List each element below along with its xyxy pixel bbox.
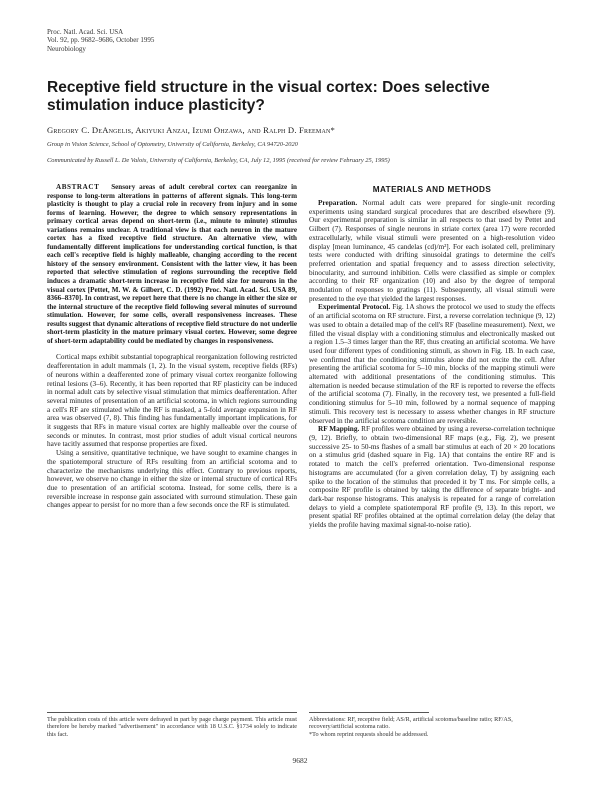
journal-section: Neurobiology <box>47 44 86 53</box>
page-number: 9682 <box>292 756 308 765</box>
footnote-rule <box>309 712 429 713</box>
intro-paragraph-2: Using a sensitive, quantitative technique, we have sought to examine changes in the spatiotemporal structure of RFs resulting from an artificial scotoma and to characterize the mechanisms underlying this effect. Contrary to previous reports, however, we observe no change in either the size or internal structure of cortical RFs due to presentation of an artificial scotoma. Instead, for some cells, there is a reversible increase in response gain associated with surround stimulation. These gain changes appear to persist for no more than a few seconds once the RF is stimulated. <box>47 449 297 510</box>
run-in-heading: Experimental Protocol. <box>318 303 391 312</box>
journal-header <box>47 28 154 53</box>
abbreviations-footnote <box>309 716 555 738</box>
methods-paragraph-rf-mapping <box>309 425 555 529</box>
run-in-heading: RF Mapping. <box>318 425 360 434</box>
abstract-text: Sensory areas of adult cerebral cortex can reorganize in response to long-term alterations in patterns of afferent signals. This long-term plasticity is thought to play a crucial role in recovery from injury and in some forms of learning. However, the degree to which sensory representations in primary cortical areas depend on short-term (i.e., minute to minute) stimulus variations remains unclear. A traditional view is that each neuron in the mature cortex has a fixed receptive field structure. An alternative view, with fundamentally different implications for understanding cortical function, is that each cell's receptive field is highly malleable, changing according to the recent history of the sensory environment. Consistent with the latter view, it has been reported that selective stimulation of regions surrounding the receptive field induces a dramatic short-term increase in receptive field size for neurons in the visual cortex [Pettet, M. W. & Gilbert, C. D. (1992) Proc. Natl. Acad. Sci. USA 89, 8366–8370]. In contrast, we report here that there is no change in either the size or the internal structure of the receptive field following several minutes of surround stimulation. However, for some cells, overall responsiveness increases. These results suggest that dynamic alterations of receptive field structure do not underlie short-term plasticity in the mature primary visual cortex. However, some degree of short-term adaptability could be mediated by changes in responsiveness. <box>47 183 298 345</box>
paragraph-text: RF profiles were obtained by using a reverse-correlation technique (9, 12). Briefly, to obtain two-dimensional RF maps (e.g., Fig. 2), we present successive 25- to 50-ms flashes of a small bar stimulus at each of 20 × 20 locations on a stimulus grid (dashed square in Fig. 1A) that contains the entire RF and is rotated to match the cell's preferred orientation. Two-dimensional response histograms are accumulated (for a given correlation delay, T) by assigning each spike to the location of the stimulus that preceded it by T ms. For simple cells, a composite RF profile is obtained by taking the difference of separate bright- and dark-bar response histograms. This analysis is repeated for a range of correlation delays to yield a complete spatiotemporal RF profile (9, 13). In this report, we present spatial RF profiles obtained at the optimal correlation delay (the delay that yields the profile having maximal signal-to-noise ratio). <box>309 425 556 530</box>
paper-title: Receptive field structure in the visual cortex: Does selective stimulation induce plasticity? <box>47 79 490 114</box>
footnote-rule <box>47 712 297 713</box>
paragraph-text: Fig. 1A shows the protocol we used to study the effects of an artificial scotoma on RF structure. First, a reverse correlation technique (9, 12) was used to obtain a detailed map of the cell's RF (baseline measurement). Next, we filled the visual display with a conditioning stimulus and electronically masked out a region 1.5–3 times larger than the RF, thus creating an artificial scotoma. We have used four different types of conditioning stimuli, as shown in Fig. 1B. In each case, we confirmed that the conditioning stimulus alone did not excite the cell. After presenting the artificial scotoma for 5–10 min, blocks of the mapping stimuli were alternated with additional presentations of the conditioning stimulus. This alternation is needed because stimulation of the RF is reported to reverse the effects of the artificial scotoma (7). Finally, in the recovery test, we presented a full-field conditioning stimulus for 5–10 min, followed by a normal sequence of mapping stimuli. This recovery test is necessary to assess whether changes in RF structure observed in the artificial scotoma condition are reversible. <box>309 303 555 425</box>
methods-paragraph-preparation <box>309 199 555 303</box>
left-column <box>47 183 297 510</box>
abstract <box>47 183 297 345</box>
paragraph-text: Normal adult cats were prepared for single-unit recording experiments using standard surgical procedures that are described elsewhere (9). Our experimental preparation is similar in all respects to that used by Pettet and Gilbert (7). Responses of single neurons in striate cortex (area 17) were recorded extracellularly, while visual stimuli were presented on a high-resolution video display [mean luminance, 45 candelas (cd)/m²]. For each isolated cell, preliminary tests were conducted with drifting sinusoidal gratings to determine the cell's preferred orientation and spatial frequency and to assess direction selectivity, binocularity, and surround inhibition. Cells were classified as simple or complex according to their RF organization (10) and also by the degree of temporal modulation of responses to gratings (11). Subsequently, all visual stimuli were presented to the eye that yielded the largest responses. <box>309 199 555 303</box>
section-heading: MATERIALS AND METHODS <box>372 185 492 194</box>
journal-name: Proc. Natl. Acad. Sci. USA <box>47 28 124 36</box>
methods-paragraph-protocol <box>309 303 555 425</box>
right-column <box>309 183 555 530</box>
run-in-heading: Preparation. <box>318 199 358 207</box>
abstract-label: ABSTRACT <box>56 183 100 191</box>
publication-cost-footnote: The publication costs of this article were defrayed in part by page charge payment. This article must therefore be hereby marked "advertisement" in accordance with 18 U.S.C. §1734 solely to indicate this fact. <box>47 716 297 738</box>
abbreviations-text: Abbreviations: RF, receptive field; AS/R, artificial scotoma/baseline ratio; RF/AS, recovery/artificial scotoma ratio. <box>309 716 513 731</box>
affiliation: Group in Vision Science, School of Optometry, University of California, Berkeley, CA 94720-2020 <box>47 141 298 148</box>
author-list: Gregory C. DeAngelis, Akiyuki Anzai, Izumi Ohzawa, and Ralph D. Freeman* <box>47 125 336 135</box>
corresponding-author-note: *To whom reprint requests should be addressed. <box>309 730 429 738</box>
intro-paragraph-1: Cortical maps exhibit substantial topographical reorganization following restricted deafferentation in adult mammals (1, 2). In the visual system, receptive fields (RFs) of neurons within a deafferented zone of primary visual cortex reorganize following retinal lesions (3–6). Recently, it has been reported that RF plasticity can be induced in normal adult cats by selective visual stimulation that mimics deafferentation. After several minutes of presentation of an artificial scotoma, in which regions surrounding a cell's RF are stimulated while the RF is masked, a 5-fold average expansion in RF area was observed (7, 8). This finding has fundamentally important implications, for it suggests that RFs in mature visual cortex are highly malleable over the course of seconds or minutes. In contrast, most prior studies of adult visual cortical neurons have tacitly assumed that response properties are fixed. <box>47 353 297 449</box>
journal-volume: Vol. 92, pp. 9682–9686, October 1995 <box>47 36 155 45</box>
communicated-by: Communicated by Russell L. De Valois, University of California, Berkeley, CA, July 12, 1995 (received for review February 25, 1995) <box>47 157 390 164</box>
